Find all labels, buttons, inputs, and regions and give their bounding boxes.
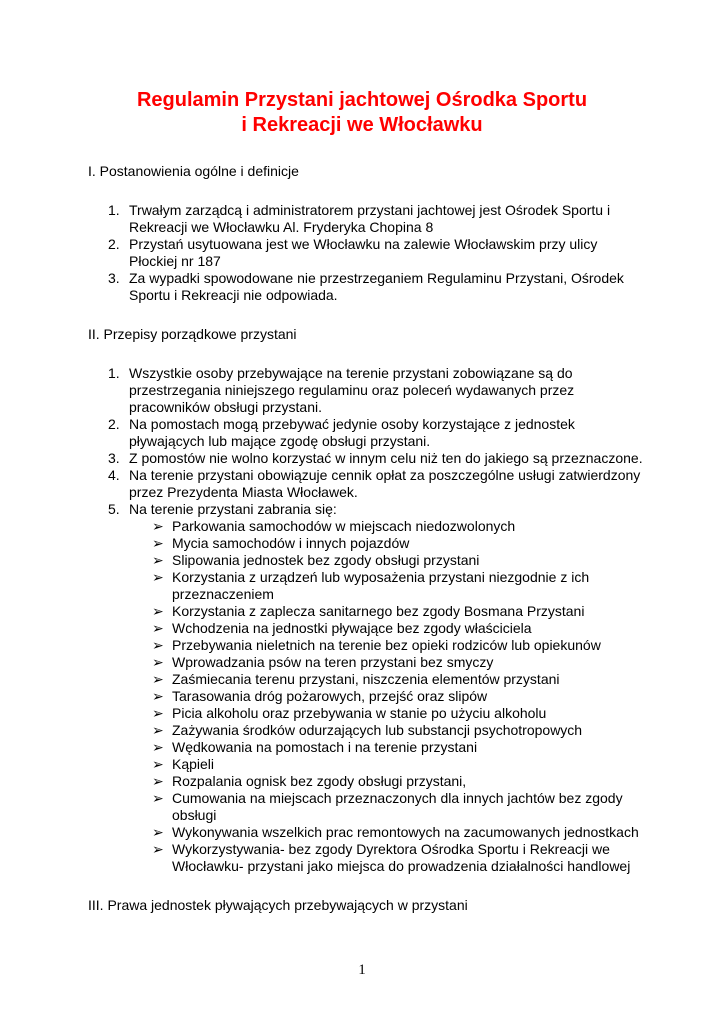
arrow-bullet-icon: ➢ — [152, 773, 164, 789]
prohibited-text: Przebywania nieletnich na terenie bez opieki rodziców lub opiekunów — [172, 637, 601, 653]
item-text: Za wypadki spowodowane nie przestrzeganiem Regulaminu Przystani, Ośrodek Sportu i Rekreacji nie odpowiada. — [129, 270, 624, 303]
prohibited-text: Wędkowania na pomostach i na terenie przystani — [172, 739, 478, 755]
item-number: 5. — [108, 501, 120, 517]
prohibited-text: Korzystania z urządzeń lub wyposażenia przystani niezgodnie z ich przeznaczeniem — [172, 569, 590, 602]
title-line-1: Regulamin Przystani jachtowej Ośrodka Sportu — [136, 89, 588, 111]
item-text: Na terenie przystani zabrania się: — [129, 501, 337, 517]
prohibited-text: Mycia samochodów i innych pojazdów — [172, 535, 410, 551]
section-1-list — [88, 202, 648, 304]
arrow-bullet-icon: ➢ — [152, 569, 164, 585]
item-number: 3. — [108, 270, 120, 286]
section-heading-1: I. Postanowienia ogólne i definicje — [88, 163, 299, 179]
prohibited-item — [88, 722, 648, 739]
arrow-bullet-icon: ➢ — [152, 722, 164, 738]
item-text: Przystań usytuowana jest we Włocławku na zalewie Włocławskim przy ulicy Płockiej nr 187 — [129, 236, 598, 269]
prohibited-text: Picia alkoholu oraz przebywania w stanie po użyciu alkoholu — [172, 705, 547, 721]
prohibited-item — [88, 637, 648, 654]
list-item — [88, 501, 648, 518]
prohibited-item — [88, 790, 648, 824]
document-title — [0, 88, 724, 138]
prohibited-item — [88, 688, 648, 705]
prohibited-text: Rozpalania ognisk bez zgody obsługi przystani, — [172, 773, 467, 789]
prohibited-text: Parkowania samochodów w miejscach niedozwolonych — [172, 518, 516, 534]
arrow-bullet-icon: ➢ — [152, 552, 164, 568]
list-item — [88, 365, 648, 416]
prohibited-text: Slipowania jednostek bez zgody obsługi przystani — [172, 552, 480, 568]
prohibited-item — [88, 569, 648, 603]
document-body — [88, 163, 648, 914]
arrow-bullet-icon: ➢ — [152, 654, 164, 670]
prohibited-item — [88, 824, 648, 841]
arrow-bullet-icon: ➢ — [152, 705, 164, 721]
section-2-list — [88, 365, 648, 518]
arrow-bullet-icon: ➢ — [152, 620, 164, 636]
item-text: Z pomostów nie wolno korzystać w innym celu niż ten do jakiego są przeznaczone. — [129, 450, 643, 466]
page-number: 1 — [358, 962, 366, 978]
item-number: 1. — [108, 202, 120, 218]
prohibited-text: Wykorzystywania- bez zgody Dyrektora Ośrodka Sportu i Rekreacji we Włocławku- przystani jako miejsca do prowadzenia działalności handlowej — [172, 841, 631, 874]
item-number: 1. — [108, 365, 120, 381]
prohibited-text: Korzystania z zaplecza sanitarnego bez zgody Bosmana Przystani — [172, 603, 585, 619]
prohibited-text: Kąpieli — [172, 756, 215, 772]
prohibited-text: Zażywania środków odurzających lub substancji psychotropowych — [172, 722, 583, 738]
arrow-bullet-icon: ➢ — [152, 756, 164, 772]
item-number: 2. — [108, 236, 120, 252]
item-text: Wszystkie osoby przebywające na terenie przystani zobowiązane są do przestrzegania niniejszego regulaminu oraz poleceń wydawanych przez pracowników obsługi przystani. — [129, 365, 575, 415]
prohibited-item — [88, 518, 648, 535]
list-item — [88, 450, 648, 467]
prohibited-item — [88, 773, 648, 790]
item-text: Trwałym zarządcą i administratorem przystani jachtowej jest Ośrodek Sportu i Rekreacji we Włocławku Al. Fryderyka Chopina 8 — [129, 202, 611, 235]
arrow-bullet-icon: ➢ — [152, 603, 164, 619]
prohibited-item — [88, 756, 648, 773]
title-line-2: i Rekreacji we Włocławku — [241, 114, 483, 136]
section-heading-3: III. Prawa jednostek pływających przebywających w przystani — [88, 897, 468, 913]
prohibited-text: Cumowania na miejscach przeznaczonych dla innych jachtów bez zgody obsługi — [172, 790, 623, 823]
prohibited-text: Wchodzenia na jednostki pływające bez zgody właściciela — [172, 620, 532, 636]
prohibited-item — [88, 841, 648, 875]
prohibited-text: Wprowadzania psów na teren przystani bez smyczy — [172, 654, 494, 670]
prohibited-item — [88, 620, 648, 637]
prohibited-item — [88, 671, 648, 688]
arrow-bullet-icon: ➢ — [152, 518, 164, 534]
arrow-bullet-icon: ➢ — [152, 688, 164, 704]
prohibited-item — [88, 535, 648, 552]
list-item — [88, 270, 648, 304]
prohibited-item — [88, 705, 648, 722]
prohibited-item — [88, 552, 648, 569]
prohibited-text: Tarasowania dróg pożarowych, przejść oraz slipów — [172, 688, 488, 704]
prohibited-item — [88, 654, 648, 671]
item-number: 2. — [108, 416, 120, 432]
arrow-bullet-icon: ➢ — [152, 824, 164, 840]
item-number: 3. — [108, 450, 120, 466]
item-text: Na pomostach mogą przebywać jedynie osoby korzystające z jednostek pływających lub mające zgodę obsługi przystani. — [129, 416, 575, 449]
prohibited-text: Zaśmiecania terenu przystani, niszczenia elementów przystani — [172, 671, 560, 687]
list-item — [88, 467, 648, 501]
arrow-bullet-icon: ➢ — [152, 535, 164, 551]
arrow-bullet-icon: ➢ — [152, 790, 164, 806]
prohibited-item — [88, 603, 648, 620]
arrow-bullet-icon: ➢ — [152, 739, 164, 755]
list-item — [88, 416, 648, 450]
prohibited-text: Wykonywania wszelkich prac remontowych na zacumowanych jednostkach — [172, 824, 639, 840]
arrow-bullet-icon: ➢ — [152, 671, 164, 687]
item-number: 4. — [108, 467, 120, 483]
prohibited-list — [88, 518, 648, 875]
section-heading-2: II. Przepisy porządkowe przystani — [88, 326, 297, 342]
list-item — [88, 202, 648, 236]
prohibited-item — [88, 739, 648, 756]
arrow-bullet-icon: ➢ — [152, 637, 164, 653]
arrow-bullet-icon: ➢ — [152, 841, 164, 857]
item-text: Na terenie przystani obowiązuje cennik opłat za poszczególne usługi zatwierdzony przez Prezydenta Miasta Włocławek. — [129, 467, 641, 500]
list-item — [88, 236, 648, 270]
